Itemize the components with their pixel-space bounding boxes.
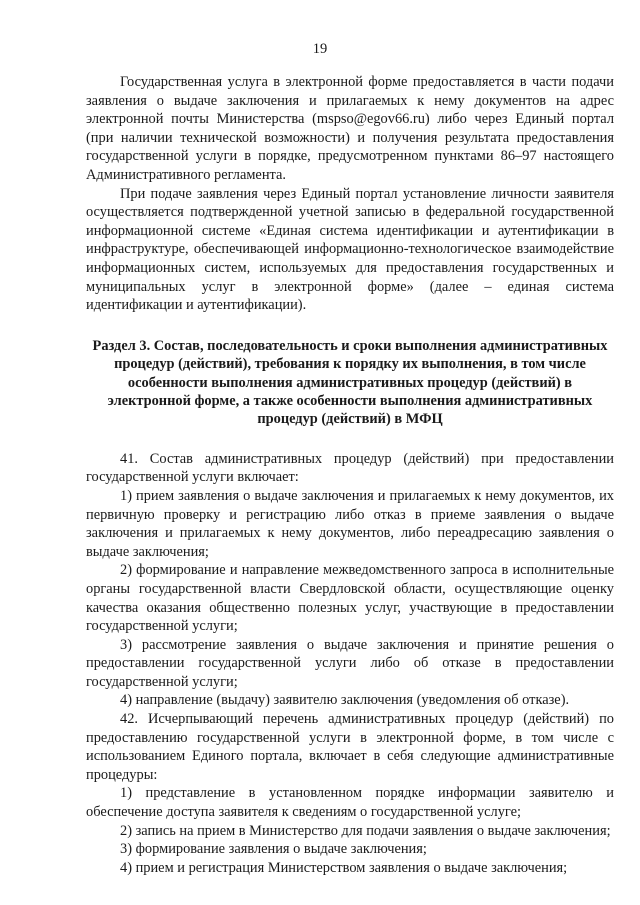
intro-paragraph-2: При подаче заявления через Единый портал установление личности заявителя осуществляется подтвержденной учетной записью в федеральной государственной информационной системе «Единая система идентификации и аутентификации в инфраструктуре, обеспечивающей информационно-технологическое взаимодействие информационных систем, используемых для предоставления государственных и муниципальных услуг в электронной форме» (далее – единая система идентификации и аутентификации). [86,185,614,314]
item-41-sub-4: 4) направление (выдачу) заявителю заключения (уведомления об отказе). [120,692,570,709]
item-42-sub-4: 4) прием и регистрация Министерством заявления о выдаче заключения; [120,859,568,876]
item-41-sub-1: 1) прием заявления о выдаче заключения и прилагаемых к нему документов, их первичную проверку и регистрацию либо отказ в приеме заявления о выдаче заключения и прилагаемых к нему документов, либо переадресацию заявления о выдаче заключения; [86,487,614,560]
document-body [86,73,614,877]
intro-paragraph-1: Государственная услуга в электронной форме предоставляется в части подачи заявления о выдаче заключения и прилагаемых к нему документов на адрес электронной почты Министерства (mspso@egov66.ru) либо через Единый портал (при наличии технической возможности) и получения результата предоставления государственной услуги в порядке, предусмотренном пунктами 86–97 настоящего Административного регламента. [86,74,614,183]
item-41-sub-2: 2) формирование и направление межведомственного запроса в исполнительные органы государственной власти Свердловской области, осуществляющие оценку качества оказания общественно полезных услуг, участвующие в предоставлении государственной услуги; [86,562,614,635]
item-42-sub-1: 1) представление в установленном порядке информации заявителю и обеспечение доступа заявителя к сведениям о государственной услуге; [86,785,614,821]
item-42-sub-3: 3) формирование заявления о выдаче заключения; [120,841,427,858]
spacer [86,315,614,337]
spacer [86,429,614,450]
item-41: 41. Состав административных процедур (действий) при предоставлении государственной услуги включает: [86,450,614,486]
item-42: 42. Исчерпывающий перечень административных процедур (действий) по предоставлению государственной услуги в электронной форме, в том числе с использованием Единого портала, включает в себя следующие административные процедуры: [86,711,614,783]
item-42-sub-2: 2) запись на прием в Министерство для подачи заявления о выдаче заключения; [120,822,611,839]
section-heading: Раздел 3. Состав, последовательность и сроки выполнения административных процедур (действий), требования к порядку их выполнения, в том числе особенности выполнения административных процедур (действий) в электронной форме, а также особенности выполнения административных процедур (действий) в МФЦ [92,337,608,428]
item-41-sub-3: 3) рассмотрение заявления о выдаче заключения и принятие решения о предоставлении государственной услуги либо об отказе в предоставлении государственной услуги; [86,636,614,690]
page-number: 19 [312,41,328,57]
